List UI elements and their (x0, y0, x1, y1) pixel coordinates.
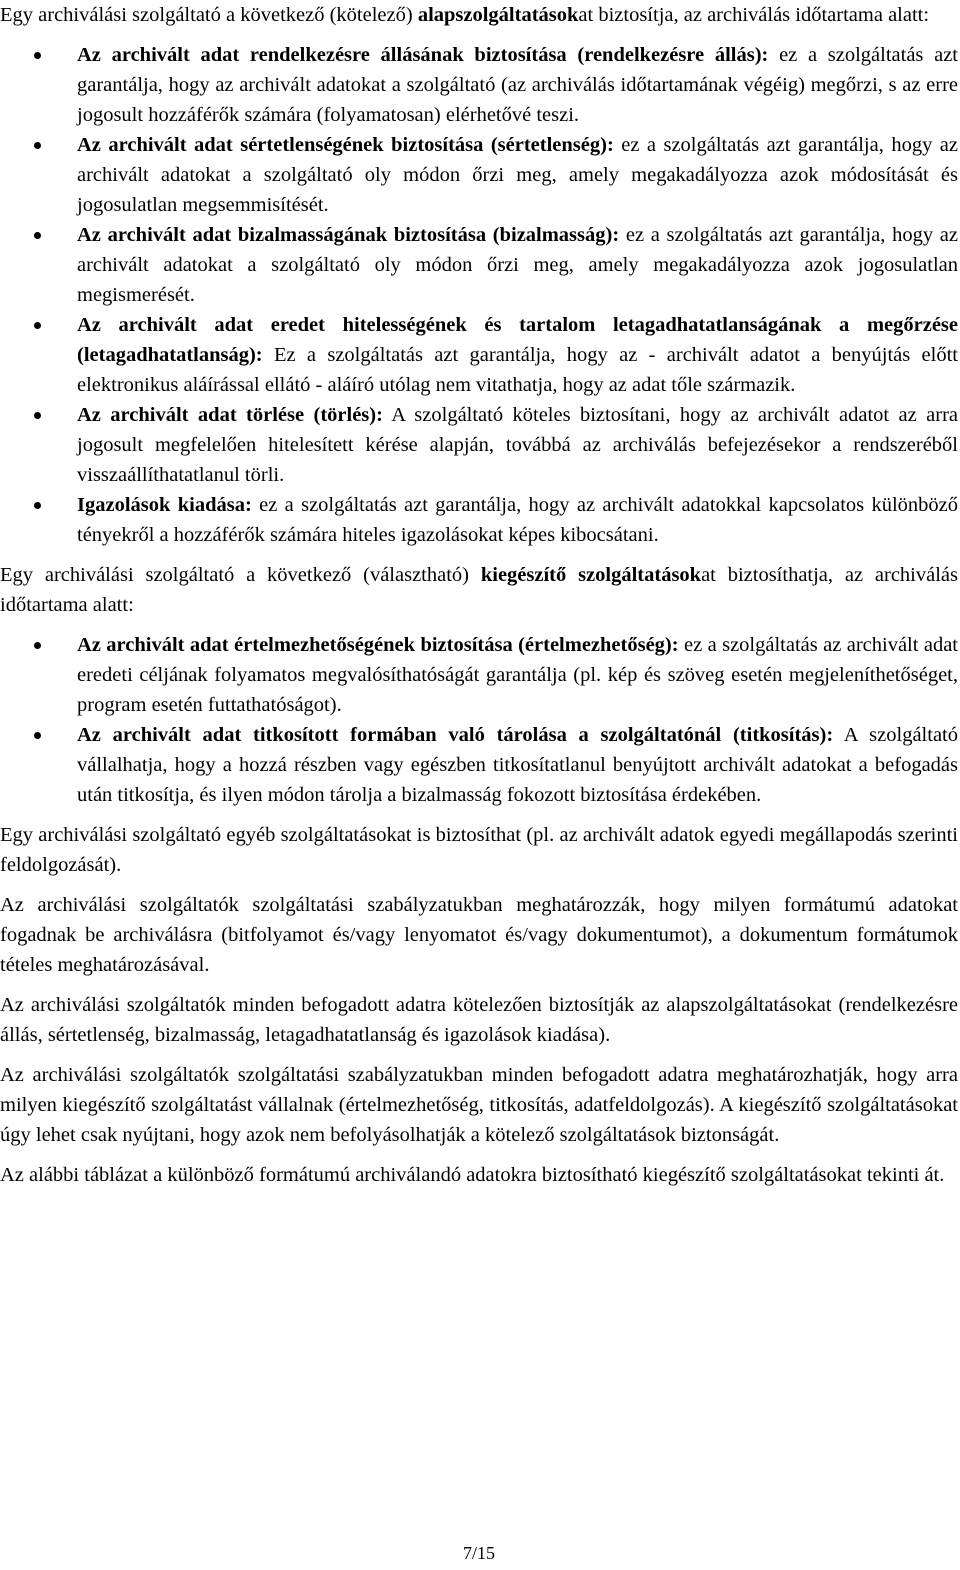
service-description: ez a szolgáltatás azt garantálja, hogy az archivált adatokat a szolgáltató oly módon őrzi meg, amely megakadályozza azok módosítását és jogosulatlan megsemmisítését. (77, 134, 958, 216)
list-item (0, 40, 958, 130)
service-description: Ez a szolgáltatás azt garantálja, hogy az - archivált adatot a benyújtás előtt elektronikus aláírással ellátó - aláíró utólag nem vitathatja, hogy az adat tőle származik. (77, 344, 958, 396)
bullet-icon (34, 142, 41, 149)
bullet-icon (34, 502, 41, 509)
intro-core-text-end: at biztosítja, az archiválás időtartama alatt: (578, 4, 930, 26)
bullet-icon (34, 322, 41, 329)
service-description: ez a szolgáltatás azt garantálja, hogy az archivált adatokat a szolgáltató (az archiválás időtartamának végéig) megőrzi, s az erre jogosult hozzáférők számára (folyamatosan) elérhetővé teszi. (77, 44, 959, 126)
service-title: Az archivált adat törlése (törlés): (77, 404, 383, 426)
body-paragraph: Az archiválási szolgáltatók szolgáltatási szabályzatukban meghatározzák, hogy milyen formátumú adatokat fogadnak be archiválásra (bitfolyamot és/vagy lenyomatot és/vagy dokumentumot), a dokumentum formátumok tételes meghatározásával. (0, 894, 958, 976)
intro-extra-text-end: at biztosíthatja, az archiválás időtartama alatt: (0, 564, 958, 616)
service-title: Az archivált adat eredet hitelességének és tartalom letagadhatatlanságának a megőrzése (letagadhatatlanság): (77, 314, 958, 366)
service-title: Az archivált adat titkosított formában való tárolása a szolgáltatónál (titkosítás): (77, 724, 834, 746)
service-description: A szolgáltató köteles biztosítani, hogy az archivált adatot az arra jogosult megfelelően hitelesített kérése alapján, továbbá az archiválás befejezésekor a rendszeréből visszaállíthatatlanul törli. (77, 404, 958, 486)
service-description: ez a szolgáltatás azt garantálja, hogy az archivált adatokkal kapcsolatos különböző tényekről a hozzáférők számára hiteles igazolásokat képes kibocsátani. (77, 494, 958, 546)
bullet-icon (34, 732, 41, 739)
body-paragraph: Az archiválási szolgáltatók szolgáltatási szabályzatukban minden befogadott adatra meghatározhatják, hogy arra milyen kiegészítő szolgáltatást vállalnak (értelmezhetőség, titkosítás, adatfeldolgozás). A kiegészítő szolgáltatásokat úgy lehet csak nyújtani, hogy azok nem befolyásolhatják a kötelező szolgáltatások biztonságát. (0, 1064, 958, 1146)
service-title: Az archivált adat értelmezhetőségének biztosítása (értelmezhetőség): (77, 634, 679, 656)
body-paragraph: Az alábbi táblázat a különböző formátumú archiválandó adatokra biztosítható kiegészítő szolgáltatásokat tekinti át. (0, 1164, 945, 1186)
service-title: Az archivált adat sértetlenségének biztosítása (sértetlenség): (77, 134, 614, 156)
bullet-icon (34, 642, 41, 649)
page-number: 7/15 (462, 1543, 495, 1563)
list-item (0, 630, 958, 720)
intro-extra-text: Egy archiválási szolgáltató a következő (választható) (0, 564, 481, 586)
service-description: A szolgáltató vállalhatja, hogy a hozzá részben vagy egészben titkosítatlanul benyújtott archivált adatokat a befogadás után titkosítja, és ilyen módon tárolja a bizalmasság fokozott biztosítása érdekében. (77, 724, 958, 806)
list-item (0, 400, 958, 490)
core-services-list (0, 40, 958, 550)
list-item (0, 220, 958, 310)
bullet-icon (34, 232, 41, 239)
service-description: ez a szolgáltatás az archivált adat eredeti céljának folyamatos megvalósíthatóságát garantálja (pl. kép és szöveg esetén megjeleníthetőséget, program esetén futtathatóságot). (77, 634, 958, 716)
list-item (0, 310, 958, 400)
extra-services-list (0, 630, 958, 810)
intro-paragraph-extra (0, 560, 958, 620)
service-title: Az archivált adat rendelkezésre állásának biztosítása (rendelkezésre állás): (77, 44, 769, 66)
intro-core-text: Egy archiválási szolgáltató a következő (kötelező) (0, 4, 418, 26)
intro-core-bold: alapszolgáltatások (417, 4, 579, 26)
list-item (0, 130, 958, 220)
service-description: ez a szolgáltatás azt garantálja, hogy az archivált adatokat a szolgáltató oly módon őrzi meg, amely megakadályozza azok jogosulatlan megismerését. (77, 224, 958, 306)
list-item (0, 720, 958, 810)
body-paragraph: Az archiválási szolgáltatók minden befogadott adatra kötelezően biztosítják az alapszolgáltatásokat (rendelkezésre állás, sértetlenség, bizalmasság, letagadhatatlanság és igazolások kiadása). (0, 994, 958, 1046)
intro-extra-bold: kiegészítő szolgáltatások (480, 564, 702, 586)
intro-paragraph-core (0, 0, 958, 30)
list-item (0, 490, 958, 550)
body-paragraph: Egy archiválási szolgáltató egyéb szolgáltatásokat is biztosíthat (pl. az archivált adatok egyedi megállapodás szerinti feldolgozását). (0, 824, 958, 876)
bullet-icon (34, 412, 41, 419)
bullet-icon (34, 52, 41, 59)
service-title: Az archivált adat bizalmasságának biztosítása (bizalmasság): (77, 224, 620, 246)
service-title: Igazolások kiadása: (77, 494, 252, 516)
